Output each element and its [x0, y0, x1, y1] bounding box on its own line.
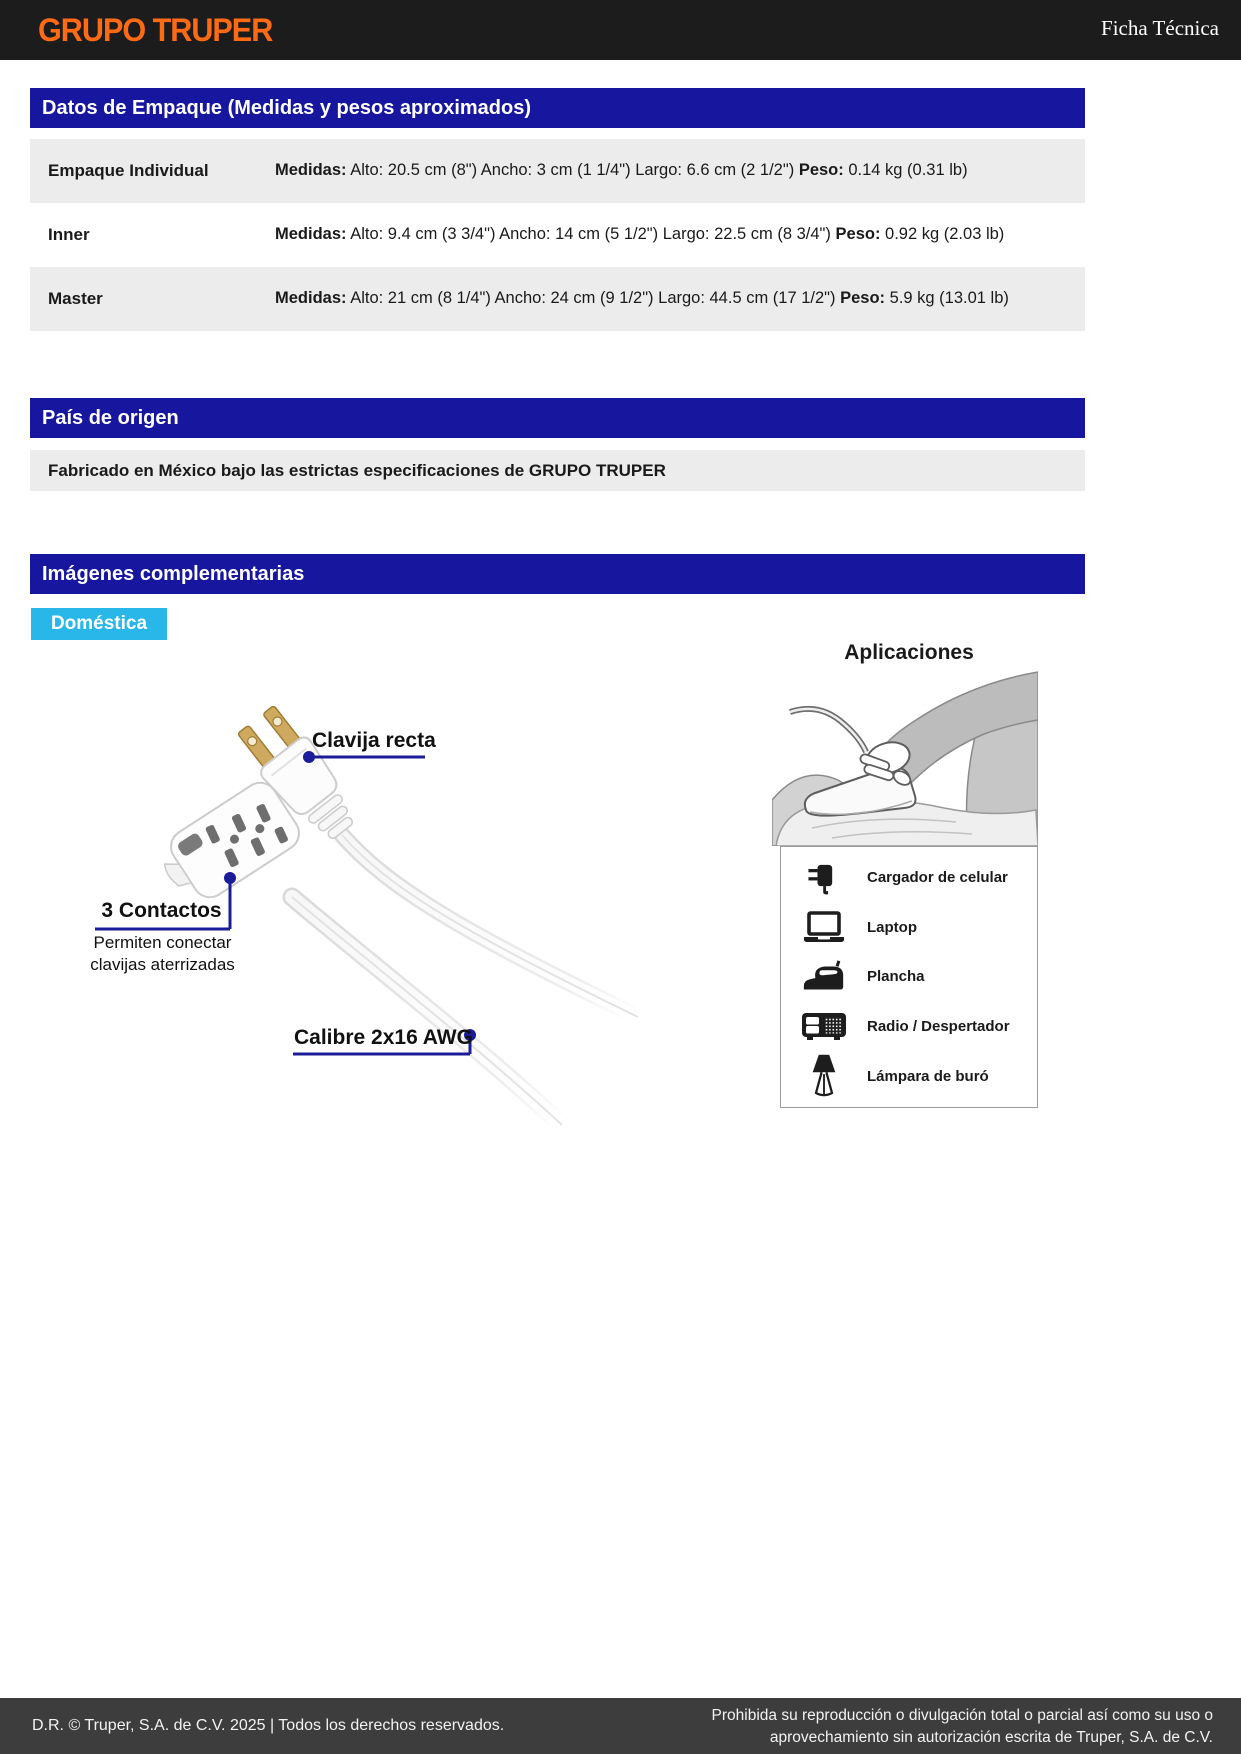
app-label: Radio / Despertador: [867, 1018, 1010, 1036]
app-label: Lámpara de buró: [867, 1067, 989, 1085]
peso-value: 0.14 kg (0.31 lb): [848, 161, 968, 180]
peso-value: 0.92 kg (2.03 lb): [885, 225, 1005, 244]
copyright-text: D.R. © Truper, S.A. de C.V. 2025 | Todos los derechos reservados.: [32, 1717, 505, 1734]
annotation-3-contactos: 3 Contactos: [101, 899, 222, 922]
medidas-label: Medidas:: [275, 225, 347, 244]
app-label: Cargador de celular: [867, 869, 1008, 887]
section-title-pais-origen: País de origen: [30, 398, 1085, 438]
section-title-imagenes: Imágenes complementarias: [30, 554, 1085, 594]
table-row: [30, 267, 1085, 331]
table-row: [30, 203, 1085, 267]
grupo-truper-logo: GRUPO TRUPER: [38, 13, 273, 49]
header-bar: [0, 0, 1241, 60]
cord-from-socket: [292, 897, 562, 1125]
table-row: [30, 139, 1085, 203]
peso-label: Peso:: [840, 289, 886, 308]
annotation-calibre: Calibre 2x16 AWG: [294, 1026, 473, 1049]
document-type-label: Ficha Técnica: [1101, 16, 1219, 40]
laptop-icon: [781, 909, 867, 945]
list-item: [781, 854, 1037, 902]
list-item: [781, 953, 1037, 1001]
medidas-label: Medidas:: [275, 161, 347, 180]
legal-text: [712, 1705, 1213, 1748]
app-label: Plancha: [867, 968, 925, 986]
origin-text: Fabricado en México bajo las estrictas especificaciones de GRUPO TRUPER: [30, 450, 1085, 491]
list-item: [781, 903, 1037, 951]
medidas-value: Alto: 20.5 cm (8") Ancho: 3 cm (1 1/4") Largo: 6.6 cm (2 1/2"): [350, 161, 795, 180]
row-value: [275, 153, 1085, 189]
medidas-value: Alto: 9.4 cm (3 3/4") Ancho: 14 cm (5 1/2") Largo: 22.5 cm (8 3/4"): [350, 225, 831, 244]
applications-title: Aplicaciones: [844, 641, 974, 664]
row-label: Empaque Individual: [48, 161, 209, 180]
legal-line1: Prohibida su reproducción o divulgación total o parcial así como su uso o: [711, 1707, 1213, 1724]
section-title-datos-empaque: Datos de Empaque (Medidas y pesos aproximados): [30, 88, 1085, 128]
packaging-table: [30, 139, 1085, 331]
radio-icon: [781, 1011, 867, 1043]
row-value: [275, 217, 1085, 253]
ironing-illustration: [772, 666, 1038, 846]
charger-icon: [781, 858, 867, 898]
footer-bar: [0, 1698, 1241, 1754]
cord-from-plug: [342, 835, 638, 1017]
row-label: Master: [48, 289, 103, 308]
legal-line2: aprovechamiento sin autorización escrita de Truper, S.A. de C.V.: [769, 1728, 1213, 1746]
medidas-value: Alto: 21 cm (8 1/4") Ancho: 24 cm (9 1/2") Largo: 44.5 cm (17 1/2"): [350, 289, 836, 308]
annotation-clavija-recta: Clavija recta: [312, 729, 436, 752]
domestica-badge: Doméstica: [31, 608, 167, 640]
lamp-icon: [781, 1054, 867, 1098]
subtext-line1: Permiten conectar: [93, 933, 232, 952]
list-item: [781, 1052, 1037, 1100]
app-label: Laptop: [867, 918, 917, 936]
peso-value: 5.9 kg (13.01 lb): [889, 289, 1009, 308]
applications-list: [780, 846, 1038, 1108]
medidas-label: Medidas:: [275, 289, 347, 308]
peso-label: Peso:: [798, 161, 844, 180]
subtext-line2: clavijas aterrizadas: [90, 954, 235, 974]
peso-label: Peso:: [835, 225, 881, 244]
annotation-contactos-subtext: [60, 932, 265, 976]
list-item: [781, 1003, 1037, 1051]
row-value: [275, 281, 1085, 317]
iron-icon: [781, 960, 867, 994]
row-label: Inner: [48, 225, 90, 244]
